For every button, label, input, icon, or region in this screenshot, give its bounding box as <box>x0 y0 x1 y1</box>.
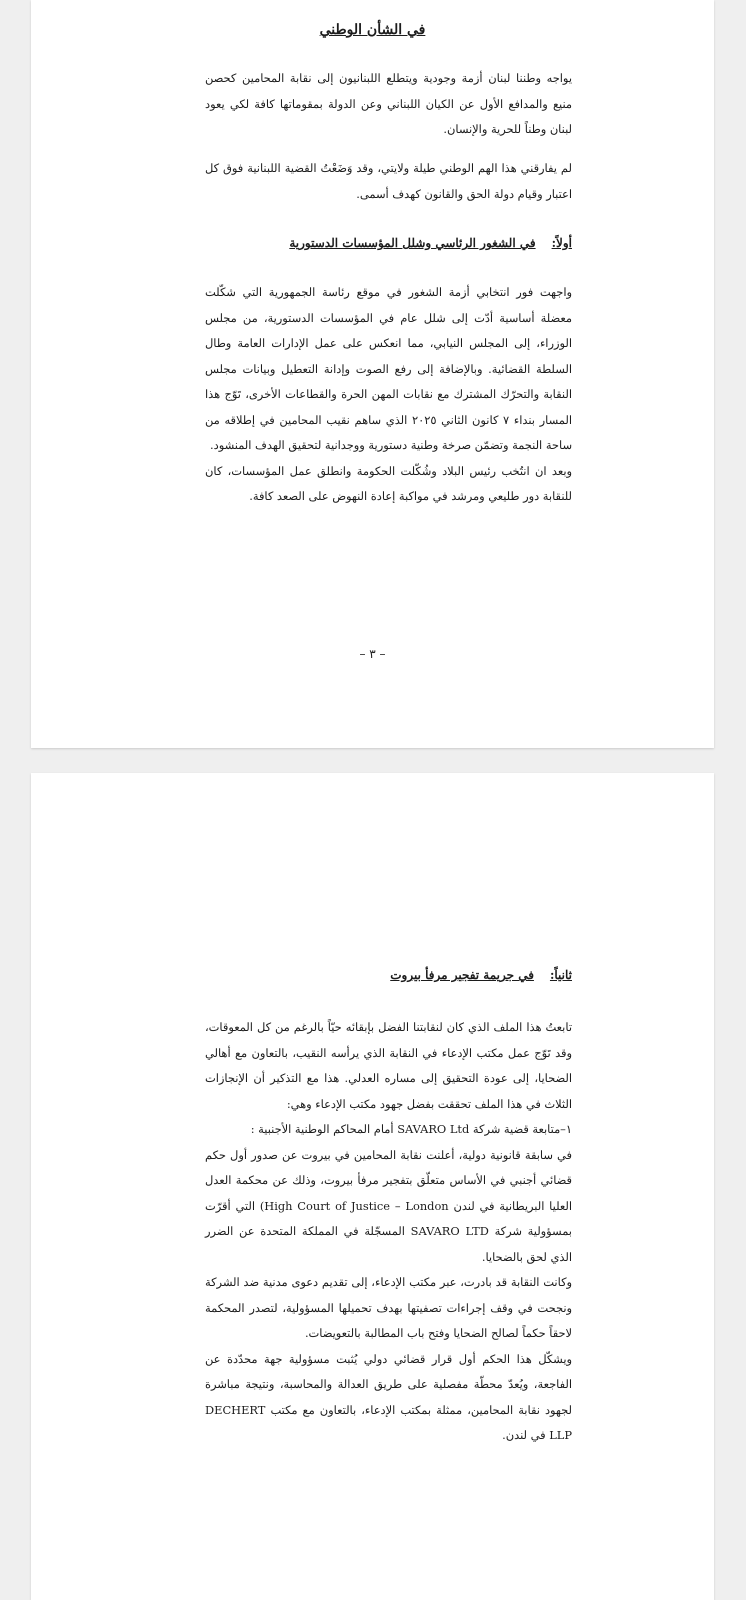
paragraph-text: تابعتُ هذا الملف الذي كان لنقابتنا الفضل بإبقائه حيّاً بالرغم من كل المعوقات، وقد تَوّج عمل مكتب الإدعاء في النقابة الذي يرأسه النقيب، بالتعاون مع أهالي الضحايا، إلى عودة التحقيق إلى مساره العدلي. هذا مع التذكير أن الإنجازات الثلاث في هذا الملف تحققت بفضل جهود مكتب الإدعاء وهي: <box>205 1020 572 1111</box>
paragraph-text: يواجه وطننا لبنان أزمة وجودية ويتطلع اللبنانيون إلى نقابة المحامين كحصن منيع والمدافع الأول عن الكيان اللبناني وعن الدولة بمقوماتها كافة لكي يعود لبنان وطناً للحرية والإنسان. <box>205 71 572 136</box>
paragraph-text: ويشكّل هذا الحكم أول قرار قضائي دولي يُثبت مسؤولية جهة محدّدة عن الفاجعة، ويُعدّ محطّة مفصلية على طريق العدالة والمحاسبة، ونتيجة مباشرة لجهود نقابة المحامين، ممثلة بمكتب الإدعاء، بالتعاون مع مكتب DECHERT LLP في لندن. <box>205 1351 572 1442</box>
document-page-2 <box>31 773 714 1600</box>
section-heading-1 <box>152 236 572 250</box>
list-item-heading: ١–متابعة قضية شركة SAVARO Ltd أمام المحاكم الوطنية الأجنبية : <box>250 1122 572 1136</box>
paragraph-text: وكانت النقابة قد بادرت، عبر مكتب الإدعاء، إلى تقديم دعوى مدنية ضد الشركة ونجحت في وقف إجراءات تصفيتها بهدف تحميلها المسؤولية، لتصدر المحكمة لاحقاً حكماً لصالح الضحايا وفتح باب المطالبة بالتعويضات. <box>205 1275 572 1340</box>
paragraph-text: وبعد ان انتُخب رئيس البلاد وشُكّلت الحكومة وانطلق عمل المؤسسات، كان للنقابة دور طليعي ومرشد في مواكبة إعادة النهوض على الصعد كافة. <box>205 463 572 503</box>
section-1-paragraph-1 <box>205 280 572 510</box>
section-number: ثانياً: <box>549 968 572 982</box>
section-heading-2 <box>152 968 572 982</box>
intro-paragraph-2 <box>205 156 572 207</box>
section-2-body <box>205 1015 572 1449</box>
page-title: في الشأن الوطني <box>319 22 426 38</box>
paragraph-text: لم يفارقني هذا الهم الوطني طيلة ولايتي، وقد وَضَعْتُ القضية اللبنانية فوق كل اعتبار وقيام دولة الحق والقانون كهدف أسمى. <box>205 161 572 201</box>
page-number: – ٣ – <box>359 647 386 661</box>
paragraph-text: في سابقة قانونية دولية، أعلنت نقابة المحامين في بيروت عن صدور أول حكم قضائي أجنبي في الأساس متعلّق بتفجير مرفأ بيروت، وذلك عن محكمة العدل العليا البريطانية في لندن High Court of Justice – London) التي أقرّت بمسؤولية شركة SAVARO LTD المسجّلة في المملكة المتحدة عن الضرر الذي لحق بالضحايا. <box>205 1147 572 1264</box>
section-title: في جريمة تفجير مرفأ بيروت <box>390 968 534 982</box>
section-title: في الشغور الرئاسي وشلل المؤسسات الدستورية <box>289 236 536 250</box>
document-page-1 <box>31 0 714 748</box>
intro-paragraph-1 <box>205 66 572 143</box>
section-number: أولاً: <box>551 236 572 250</box>
paragraph-text: واجهت فور انتخابي أزمة الشغور في موقع رئاسة الجمهورية التي شكّلت معضلة أساسية أدّت إلى شلل عام في المؤسسات الدستورية، من مجلس الوزراء، إلى المجلس النيابي، مما انعكس على عمل الإدارات العامة وطال السلطة القضائية. وبالإضافة إلى رفع الصوت وإدانة التعطيل وبيانات مجلس النقابة والتحرّك المشترك مع نقابات المهن الحرة والقطاعات الأخرى، تَوّج هذا المسار بنداء ٧ كانون الثاني ٢٠٢٥ الذي ساهم نقيب المحامين في إطلاقه من ساحة النجمة وتضمّن صرخة وطنية دستورية ووجدانية لتحقيق الهدف المنشود. <box>205 285 572 452</box>
